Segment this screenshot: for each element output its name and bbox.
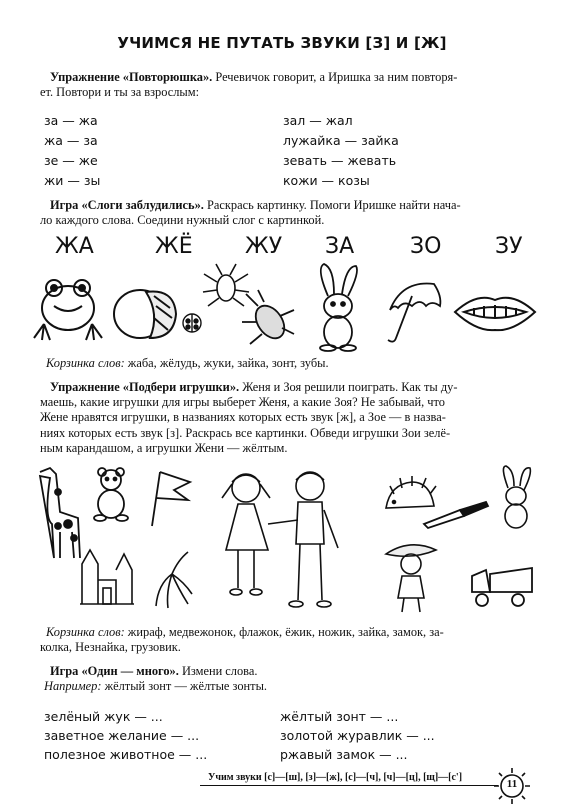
exercise-4-intro (40, 664, 540, 694)
exercise-3-line-2: маешь, какие игрушки для игры выберет Женя, а какие Зоя? Не забывай, что (40, 395, 445, 410)
exercise-1-text-2: ет. Повтори и ты за взрослым: (40, 85, 200, 100)
stag-beetle-icon (238, 288, 298, 348)
ex1-left-pair-4: жи — зы (44, 173, 101, 188)
acorn-icon (110, 278, 182, 346)
ex1-left-pair-2: жа — за (44, 133, 98, 148)
basket-words-2-line-1: жираф, медвежонок, флажок, ёжик, ножик, зайка, замок, за- (124, 625, 444, 639)
exercise-3-line-3: Жене нравятся игрушки, в названиях которых есть звук [ж], а Зое — в назва- (40, 410, 446, 425)
ex4-left-phrase-1: зелёный жук — ... (44, 709, 163, 724)
basket-label-2: Корзинка слов: (46, 625, 125, 639)
ex1-right-pair-1: зал — жал (283, 113, 353, 128)
truck-icon (468, 562, 536, 610)
ex4-right-phrase-2: золотой журавлик — ... (280, 728, 435, 743)
exercise-1-name: Упражнение «Повторюшка». (50, 70, 213, 84)
basket-words-2 (40, 625, 540, 655)
children-boy-girl-icon (212, 464, 352, 614)
exercise-4-text: Измени слова. (178, 664, 258, 678)
neznaika-icon (382, 538, 440, 614)
ex1-right-pair-4: кожи — козы (283, 173, 370, 188)
lips-teeth-icon (452, 290, 538, 334)
ex1-left-pair-1: за — жа (44, 113, 98, 128)
teddy-bear-icon (88, 466, 134, 522)
castle-icon (76, 540, 136, 606)
exercise-3-line-5: ным карандашом, а игрушки Жени — жёлтым. (40, 440, 288, 455)
syllable-1: ЖА (55, 234, 94, 259)
syllable-4: ЗА (325, 234, 355, 259)
exercise-4-name: Игра «Один — много». (50, 664, 179, 678)
ex1-right-pair-3: зевать — жевать (283, 153, 397, 168)
ex1-left-pair-3: зе — же (44, 153, 98, 168)
knife-icon (420, 500, 490, 530)
basket-words-1-list: жаба, жёлудь, жуки, зайка, зонт, зубы. (124, 356, 329, 370)
basket-words-1 (40, 356, 540, 371)
syllable-3: ЖУ (245, 234, 283, 259)
exercise-1-intro (40, 70, 540, 100)
exercise-2-text-1: Раскрась картинку. Помоги Иришке найти нача- (203, 198, 461, 212)
page-number: 11 (506, 778, 518, 790)
ex4-left-phrase-2: заветное желание — ... (44, 728, 200, 743)
ex4-right-phrase-3: ржавый замок — ... (280, 747, 408, 762)
frog-icon (28, 266, 108, 346)
example-label: Например: (44, 679, 102, 694)
example-text: жёлтый зонт — жёлтые зонты. (101, 679, 267, 694)
exercise-3-name: Упражнение «Подбери игрушки». (50, 380, 240, 394)
ex4-left-phrase-3: полезное животное — ... (44, 747, 208, 762)
exercise-2-text-2: ло каждого слова. Соедини нужный слог с картинкой. (40, 213, 325, 228)
footer-text: Учим звуки [с]—[ш], [з]—[ж], [с]—[ч], [ч]—[ц], [щ]—[с'] (208, 772, 463, 783)
exercise-2-name: Игра «Слоги заблудились». (50, 198, 204, 212)
umbrella-icon (382, 276, 446, 346)
exercise-1-text-1: Речевичок говорит, а Иришка за ним повторя- (212, 70, 458, 84)
basket-label-1: Корзинка слов: (46, 356, 125, 370)
exercise-2-intro (40, 198, 540, 228)
hairclip-icon (148, 548, 198, 610)
ex1-right-pair-2: лужайка — зайка (283, 133, 399, 148)
bunny-icon (306, 262, 366, 352)
basket-words-2-line-2: колка, Незнайка, грузовик. (40, 640, 181, 655)
syllable-6: ЗУ (495, 234, 523, 259)
syllable-5: ЗО (410, 234, 442, 259)
page-title: УЧИМСЯ НЕ ПУТАТЬ ЗВУКИ [З] И [Ж] (117, 34, 447, 52)
ex4-right-phrase-1: жёлтый зонт — ... (280, 709, 399, 724)
exercise-3-line-4: ниях которых есть звук [з]. Раскрась все картинки. Обведи игрушки Зои зелё- (40, 425, 451, 440)
syllable-2: ЖЁ (155, 234, 193, 259)
exercise-3-line-1: Женя и Зоя решили поиграть. Как ты ду- (239, 380, 458, 394)
bunny-toy-icon (496, 464, 536, 530)
footer-rule (200, 785, 498, 786)
ladybug-icon (180, 310, 204, 334)
flag-icon (140, 468, 194, 528)
exercise-3-intro (40, 380, 540, 456)
